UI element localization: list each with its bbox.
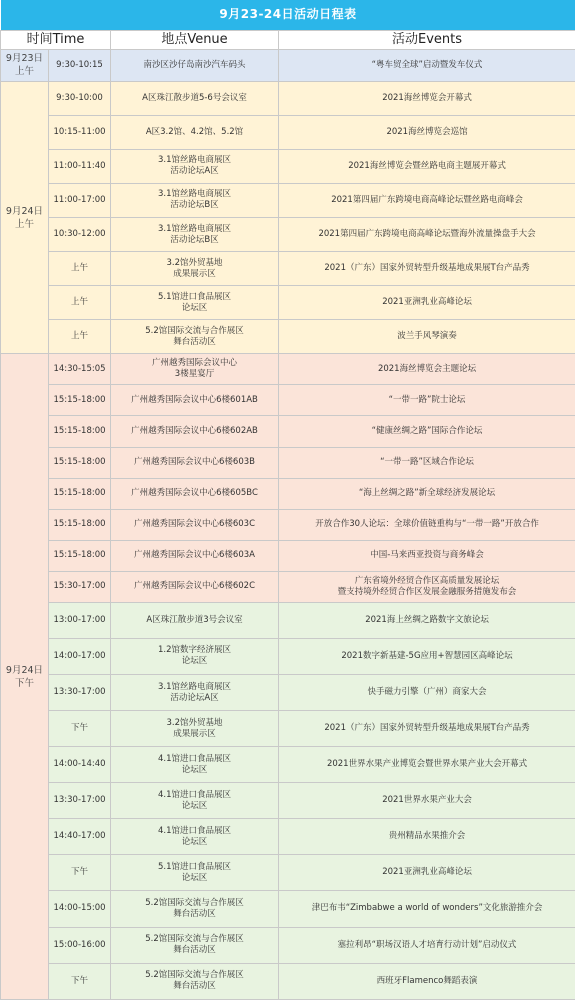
venue-cell: A区珠江散步道3号会议室	[111, 602, 279, 638]
event-cell: “海上丝绸之路”新全球经济发展论坛	[279, 478, 575, 509]
schedule-row	[1, 509, 575, 540]
schedule-row	[1, 416, 575, 447]
venue-cell: 广州越秀国际会议中心6楼602C	[111, 571, 279, 602]
schedule-row	[1, 891, 575, 927]
schedule-row	[1, 385, 575, 416]
date-cell: 9月23日 上午	[1, 49, 49, 81]
venue-cell: 广州越秀国际会议中心6楼603B	[111, 447, 279, 478]
venue-cell: 4.1馆进口食品展区 论坛区	[111, 819, 279, 855]
time-cell: 下午	[49, 963, 111, 999]
event-cell: 2021海上丝绸之路数字文旅论坛	[279, 602, 575, 638]
event-cell: 贵州精品水果推介会	[279, 819, 575, 855]
schedule-row	[1, 149, 575, 183]
time-cell: 下午	[49, 855, 111, 891]
event-cell: 开放合作30人论坛：全球价值链重构与“一带一路”开放合作	[279, 509, 575, 540]
venue-cell: 4.1馆进口食品展区 论坛区	[111, 783, 279, 819]
event-cell: 波兰手风琴演奏	[279, 320, 575, 354]
schedule-row	[1, 286, 575, 320]
time-cell: 上午	[49, 320, 111, 354]
time-cell: 15:15-18:00	[49, 416, 111, 447]
time-cell: 上午	[49, 286, 111, 320]
schedule-row	[1, 819, 575, 855]
event-cell: “一带一路”区域合作论坛	[279, 447, 575, 478]
event-cell: 2021第四届广东跨境电商高峰论坛暨丝路电商峰会	[279, 183, 575, 217]
venue-cell: 4.1馆进口食品展区 论坛区	[111, 747, 279, 783]
date-cell: 9月24日 上午	[1, 81, 49, 354]
time-cell: 9:30-10:00	[49, 81, 111, 115]
schedule-row	[1, 49, 575, 81]
schedule-row	[1, 183, 575, 217]
schedule-row	[1, 927, 575, 963]
time-cell: 下午	[49, 711, 111, 747]
event-cell: 中国-马来西亚投资与商务峰会	[279, 540, 575, 571]
venue-cell: 南沙区沙仔岛南沙汽车码头	[111, 49, 279, 81]
schedule-row	[1, 783, 575, 819]
venue-cell: 广州越秀国际会议中心6楼601AB	[111, 385, 279, 416]
schedule-row	[1, 638, 575, 674]
schedule-row	[1, 855, 575, 891]
time-cell: 11:00-17:00	[49, 183, 111, 217]
schedule-row	[1, 320, 575, 354]
time-cell: 上午	[49, 252, 111, 286]
event-cell: 2021海丝博览会开幕式	[279, 81, 575, 115]
event-cell: 快手磁力引擎（广州）商家大会	[279, 674, 575, 710]
event-cell: 2021亚洲乳业高峰论坛	[279, 855, 575, 891]
venue-cell: 5.2馆国际交流与合作展区 舞台活动区	[111, 320, 279, 354]
schedule-row	[1, 81, 575, 115]
header-time: 时间Time	[1, 30, 111, 49]
time-cell: 15:15-18:00	[49, 385, 111, 416]
schedule-row	[1, 540, 575, 571]
venue-cell: 广州越秀国际会议中心6楼605BC	[111, 478, 279, 509]
event-cell: 2021海丝博览会主题论坛	[279, 354, 575, 385]
event-cell: “一带一路”院士论坛	[279, 385, 575, 416]
schedule-row	[1, 963, 575, 999]
time-cell: 14:00-14:40	[49, 747, 111, 783]
time-cell: 14:40-17:00	[49, 819, 111, 855]
venue-cell: A区珠江散步道5-6号会议室	[111, 81, 279, 115]
venue-cell: 3.1馆丝路电商展区 活动论坛A区	[111, 674, 279, 710]
time-cell: 15:15-18:00	[49, 478, 111, 509]
time-cell: 15:15-18:00	[49, 447, 111, 478]
header-venue: 地点Venue	[111, 30, 279, 49]
time-cell: 15:15-18:00	[49, 509, 111, 540]
time-cell: 15:15-18:00	[49, 540, 111, 571]
schedule-row	[1, 115, 575, 149]
schedule-row	[1, 747, 575, 783]
date-cell: 9月24日 下午	[1, 354, 49, 1000]
event-cell: 2021世界水果产业博览会暨世界水果产业大会开幕式	[279, 747, 575, 783]
venue-cell: 3.2馆外贸基地 成果展示区	[111, 252, 279, 286]
table-title: 9月23-24日活动日程表	[1, 0, 575, 30]
schedule-row	[1, 674, 575, 710]
time-cell: 13:30-17:00	[49, 783, 111, 819]
time-cell: 10:15-11:00	[49, 115, 111, 149]
venue-cell: 3.1馆丝路电商展区 活动论坛A区	[111, 149, 279, 183]
venue-cell: 5.2馆国际交流与合作展区 舞台活动区	[111, 927, 279, 963]
time-cell: 15:30-17:00	[49, 571, 111, 602]
schedule-row	[1, 252, 575, 286]
event-cell: 2021世界水果产业大会	[279, 783, 575, 819]
event-cell: 2021（广东）国家外贸转型升级基地成果展T台产品秀	[279, 711, 575, 747]
schedule-row	[1, 571, 575, 602]
time-cell: 9:30-10:15	[49, 49, 111, 81]
schedule-row	[1, 218, 575, 252]
time-cell: 15:00-16:00	[49, 927, 111, 963]
venue-cell: A区3.2馆、4.2馆、5.2馆	[111, 115, 279, 149]
event-cell: 2021（广东）国家外贸转型升级基地成果展T台产品秀	[279, 252, 575, 286]
time-cell: 13:00-17:00	[49, 602, 111, 638]
time-cell: 14:30-15:05	[49, 354, 111, 385]
schedule-row	[1, 447, 575, 478]
schedule-row	[1, 602, 575, 638]
venue-cell: 5.1馆进口食品展区 论坛区	[111, 286, 279, 320]
venue-cell: 广州越秀国际会议中心6楼602AB	[111, 416, 279, 447]
event-cell: “粤车贸全球”启动暨发车仪式	[279, 49, 575, 81]
venue-cell: 5.2馆国际交流与合作展区 舞台活动区	[111, 963, 279, 999]
time-cell: 11:00-11:40	[49, 149, 111, 183]
schedule-row	[1, 354, 575, 385]
venue-cell: 广州越秀国际会议中心6楼603A	[111, 540, 279, 571]
header-events: 活动Events	[279, 30, 575, 49]
venue-cell: 广州越秀国际会议中心 3楼星宴厅	[111, 354, 279, 385]
venue-cell: 5.1馆进口食品展区 论坛区	[111, 855, 279, 891]
event-cell: 2021第四届广东跨境电商高峰论坛暨海外流量操盘手大会	[279, 218, 575, 252]
time-cell: 14:00-15:00	[49, 891, 111, 927]
venue-cell: 5.2馆国际交流与合作展区 舞台活动区	[111, 891, 279, 927]
event-cell: 2021数字新基建-5G应用+智慧园区高峰论坛	[279, 638, 575, 674]
event-cell: 2021海丝博览会巡馆	[279, 115, 575, 149]
event-cell: 西班牙Flamenco舞蹈表演	[279, 963, 575, 999]
event-cell: 广东省境外经贸合作区高质量发展论坛 暨支持境外经贸合作区发展金融服务措施发布会	[279, 571, 575, 602]
venue-cell: 广州越秀国际会议中心6楼603C	[111, 509, 279, 540]
schedule-row	[1, 711, 575, 747]
venue-cell: 1.2馆数字经济展区 论坛区	[111, 638, 279, 674]
time-cell: 13:30-17:00	[49, 674, 111, 710]
venue-cell: 3.2馆外贸基地 成果展示区	[111, 711, 279, 747]
event-cell: 塞拉利昂“职场汉语人才培育行动计划”启动仪式	[279, 927, 575, 963]
event-cell: “健康丝绸之路”国际合作论坛	[279, 416, 575, 447]
schedule-row	[1, 478, 575, 509]
venue-cell: 3.1馆丝路电商展区 活动论坛B区	[111, 183, 279, 217]
time-cell: 10:30-12:00	[49, 218, 111, 252]
event-cell: 2021海丝博览会暨丝路电商主题展开幕式	[279, 149, 575, 183]
event-cell: 2021亚洲乳业高峰论坛	[279, 286, 575, 320]
venue-cell: 3.1馆丝路电商展区 活动论坛B区	[111, 218, 279, 252]
time-cell: 14:00-17:00	[49, 638, 111, 674]
event-cell: 津巴布韦“Zimbabwe a world of wonders”文化旅游推介会	[279, 891, 575, 927]
